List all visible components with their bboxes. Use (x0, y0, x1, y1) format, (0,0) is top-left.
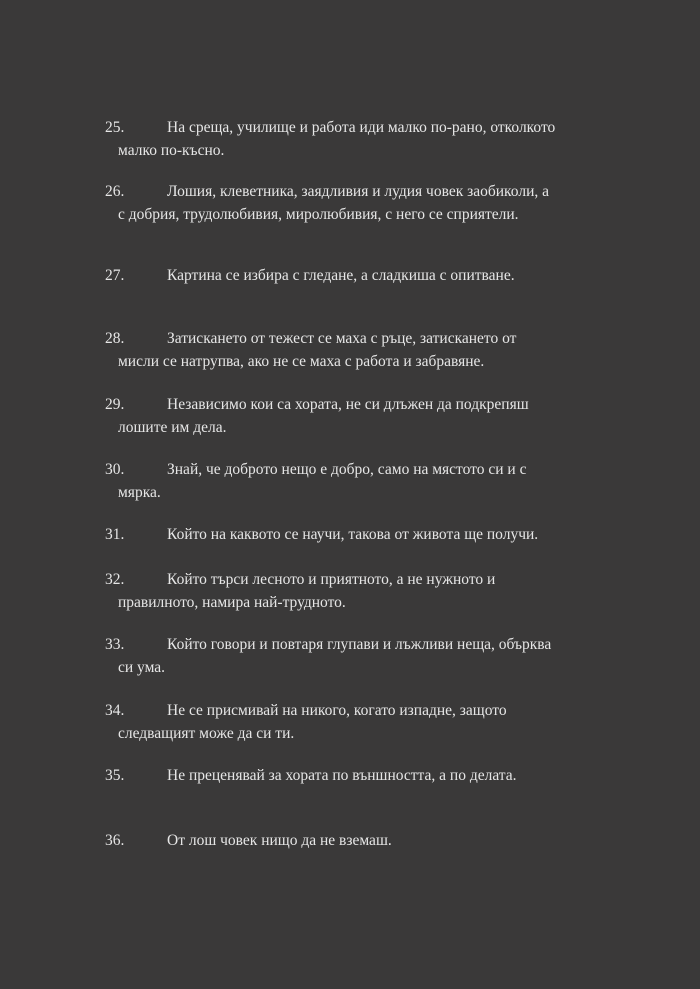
entry-text-line1: Картина се избира с гледане, а сладкиша с опитване. (167, 267, 515, 284)
entry-text-line1: Затискането от тежест се маха с ръце, затискането от (167, 330, 517, 347)
proverb-entry-26 (105, 180, 625, 226)
entry-text-line1: Лошия, клеветника, заядливия и лудия човек заобиколи, а (167, 183, 549, 200)
proverb-entry-28 (105, 327, 625, 373)
entry-text-line2: мисли се натрупва, ако не се маха с работа и забравяне. (118, 353, 485, 370)
entry-text-line1: Който търси лесното и приятното, а не нужното и (167, 571, 496, 588)
entry-text-line2: следващият може да си ти. (118, 725, 295, 742)
entry-text-line2: правилното, намира най-трудното. (118, 594, 346, 611)
entry-number: 32. (105, 571, 125, 588)
proverb-entry-27 (105, 264, 625, 287)
proverb-entry-30 (105, 458, 625, 504)
entry-text-line1: На среща, училище и работа иди малко по-рано, отколкото (167, 119, 556, 136)
entry-text-line1: Не преценявай за хората по външността, а по делата. (167, 767, 517, 784)
proverb-entry-25 (105, 116, 625, 162)
entry-text-line1: Не се присмивай на никого, когато изпадне, защото (167, 702, 507, 719)
entry-number: 36. (105, 832, 125, 849)
entry-text-line1: От лош човек нищо да не вземаш. (167, 832, 392, 849)
entry-number: 31. (105, 526, 125, 543)
entry-text-line2: лошите им дела. (118, 419, 227, 436)
proverb-entry-36 (105, 829, 625, 852)
entry-number: 28. (105, 330, 125, 347)
proverb-entry-29 (105, 393, 625, 439)
entry-number: 27. (105, 267, 125, 284)
entry-text-line2: си ума. (118, 659, 166, 676)
entry-text-line2: с добрия, трудолюбивия, миролюбивия, с него се сприятели. (118, 206, 519, 223)
proverb-entry-34 (105, 699, 625, 745)
entry-text-line1: Който на каквото се научи, такова от живота ще получи. (167, 526, 539, 543)
entry-text-line1: Който говори и повтаря глупави и лъжливи неща, обърква (167, 636, 552, 653)
proverb-entry-33 (105, 633, 625, 679)
entry-number: 25. (105, 119, 125, 136)
proverb-entry-31 (105, 523, 625, 546)
proverb-entry-35 (105, 764, 625, 787)
entry-number: 35. (105, 767, 125, 784)
entry-number: 30. (105, 461, 125, 478)
entry-text-line1: Независимо кои са хората, не си длъжен да подкрепяш (167, 396, 529, 413)
entry-number: 33. (105, 636, 125, 653)
entry-number: 26. (105, 183, 125, 200)
entry-text-line2: малко по-късно. (118, 142, 225, 159)
entry-text-line2: мярка. (118, 484, 161, 501)
entry-text-line1: Знай, че доброто нещо е добро, само на мястото си и с (167, 461, 527, 478)
proverb-entry-32 (105, 568, 625, 614)
entry-number: 34. (105, 702, 125, 719)
entry-number: 29. (105, 396, 125, 413)
